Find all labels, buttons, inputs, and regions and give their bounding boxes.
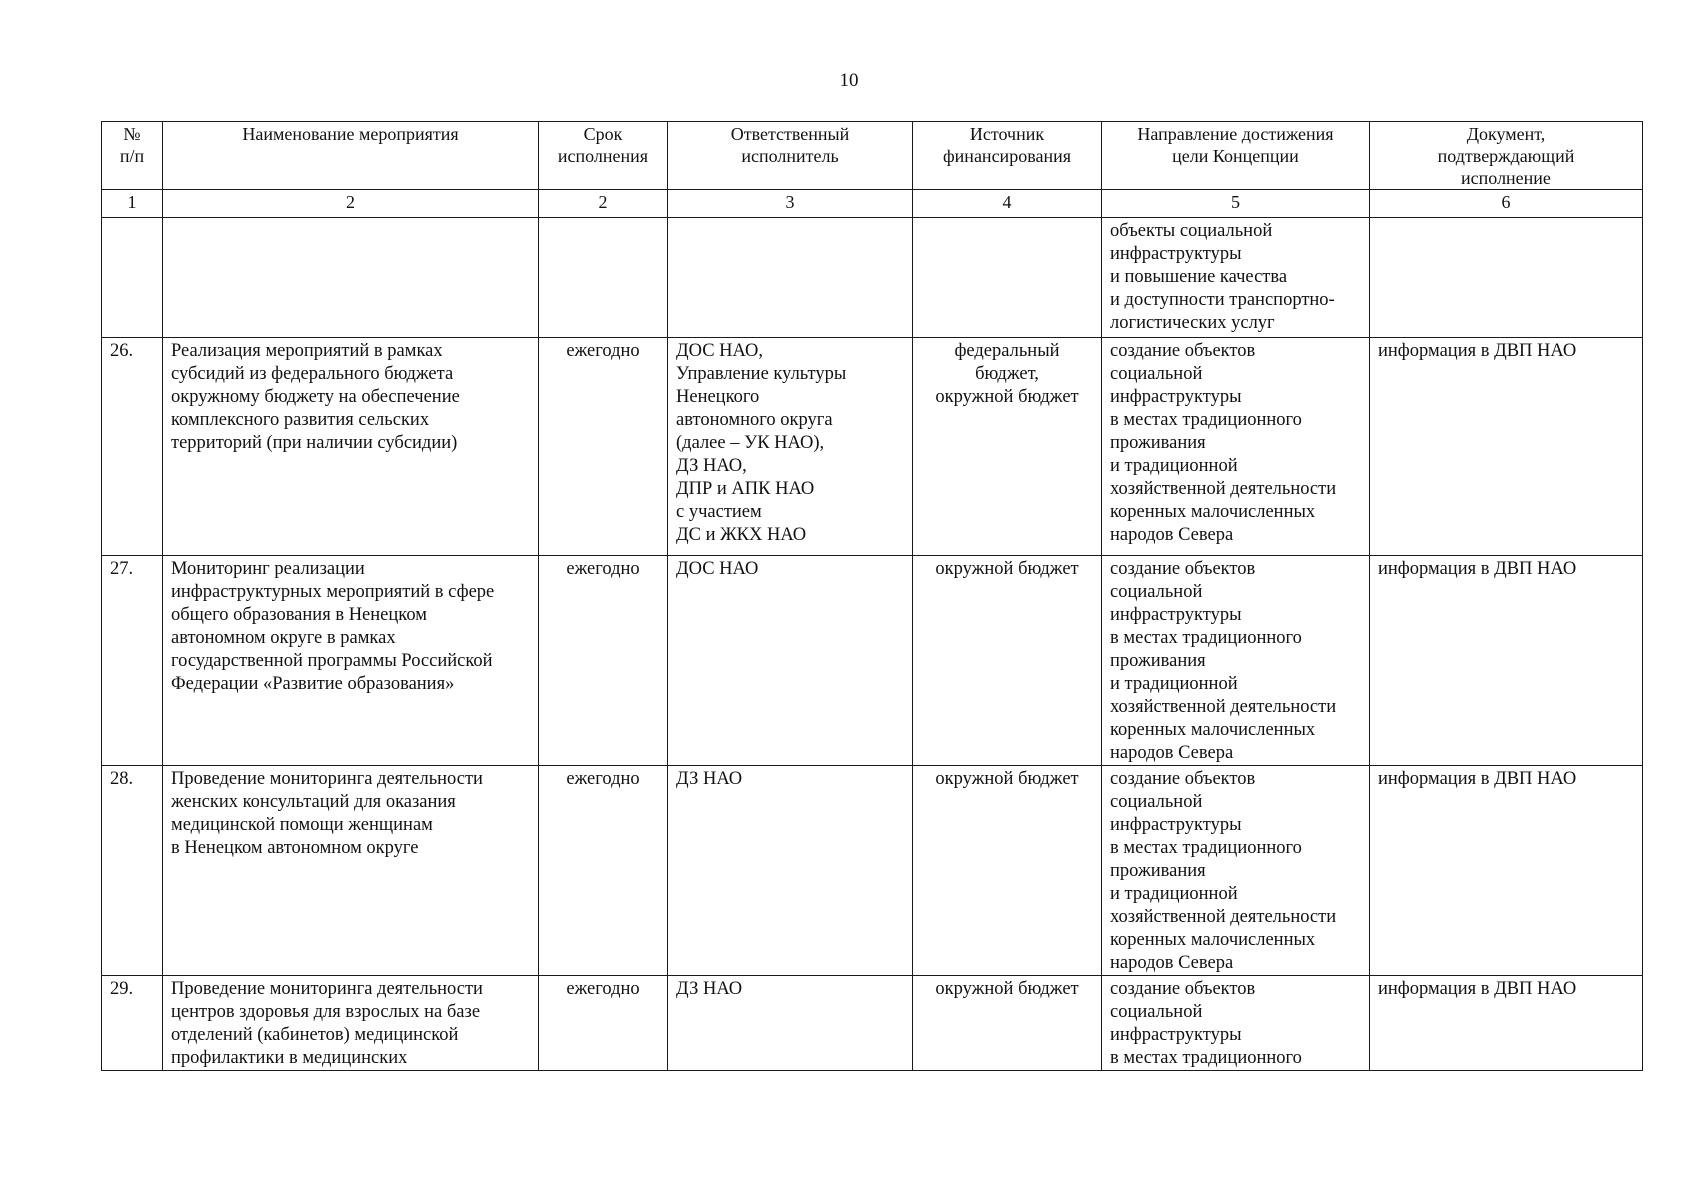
cell-name-line: территорий (при наличии субсидии): [171, 433, 458, 453]
cell-source-line: окружной бюджет: [935, 979, 1079, 999]
cell-number: 29.: [102, 976, 163, 1071]
cell-name-line: комплексного развития сельских: [171, 410, 430, 430]
cell-term: ежегодно: [539, 976, 668, 1071]
cell-source: [913, 556, 1102, 766]
cell-name-line: инфраструктурных мероприятий в сфере: [171, 582, 495, 602]
cell-source: [913, 766, 1102, 976]
cell-direction-line: в местах традиционного: [1110, 628, 1302, 648]
cell-name: [163, 976, 539, 1071]
cell-direction-line: объекты социальной: [1110, 221, 1273, 241]
header-document: [1370, 122, 1643, 190]
cell-name-line: Реализация мероприятий в рамках: [171, 341, 443, 361]
cell-name-line: общего образования в Ненецком: [171, 605, 427, 625]
cell-number: 26.: [102, 338, 163, 556]
header-line: подтверждающий: [1437, 146, 1575, 166]
cell-name-line: Федерации «Развитие образования»: [171, 674, 455, 694]
cell-source-line: окружной бюджет: [935, 769, 1079, 789]
table-row: [102, 556, 1643, 766]
column-number: 3: [668, 190, 913, 218]
cell-direction-line: народов Севера: [1110, 525, 1234, 545]
cell-name-line: автономном округе в рамках: [171, 628, 396, 648]
column-number: 1: [102, 190, 163, 218]
cell-direction: [1102, 766, 1370, 976]
cell-direction-line: и традиционной: [1110, 884, 1238, 904]
header-name: [163, 122, 539, 190]
cell-direction-line: коренных малочисленных: [1110, 930, 1316, 950]
cell-direction-line: инфраструктуры: [1110, 815, 1242, 835]
header-line: Ответственный: [730, 124, 850, 144]
page-number: 10: [839, 70, 859, 91]
cell-executor-line: ДОС НАО: [676, 559, 759, 579]
cell-executor: [668, 338, 913, 556]
cell-direction-line: социальной: [1110, 792, 1203, 812]
header-term: [539, 122, 668, 190]
header-line: исполнитель: [741, 146, 839, 166]
cell-direction-line: коренных малочисленных: [1110, 502, 1316, 522]
measures-table: [101, 121, 1643, 1071]
column-number-row: [102, 190, 1643, 218]
header-line: п/п: [119, 146, 145, 166]
cell-direction-line: хозяйственной деятельности: [1110, 697, 1337, 717]
cell-name: [163, 766, 539, 976]
cell-direction-line: социальной: [1110, 582, 1203, 602]
header-line: №: [123, 124, 141, 144]
cell-executor-line: Ненецкого: [676, 387, 760, 407]
header-line: исполнения: [557, 146, 649, 166]
cell-executor-line: ДОС НАО,: [676, 341, 763, 361]
cell-direction: [1102, 976, 1370, 1071]
cell-document: [1370, 218, 1643, 338]
cell-direction-line: хозяйственной деятельности: [1110, 907, 1337, 927]
cell-document: информация в ДВП НАО: [1370, 556, 1643, 766]
cell-source-line: окружной бюджет: [935, 387, 1079, 407]
cell-executor-line: ДЗ НАО: [676, 769, 743, 789]
header-line: Направление достижения: [1137, 124, 1334, 144]
column-number: 6: [1370, 190, 1643, 218]
cell-document: информация в ДВП НАО: [1370, 338, 1643, 556]
cell-source: [913, 338, 1102, 556]
cell-direction-line: создание объектов: [1110, 559, 1256, 579]
header-direction: [1102, 122, 1370, 190]
cell-direction-line: инфраструктуры: [1110, 387, 1242, 407]
cell-direction-line: хозяйственной деятельности: [1110, 479, 1337, 499]
cell-direction-line: в местах традиционного: [1110, 1048, 1302, 1068]
cell-direction-line: проживания: [1110, 433, 1206, 453]
cell-executor-line: ДПР и АПК НАО: [676, 479, 815, 499]
cell-term: ежегодно: [539, 556, 668, 766]
cell-number: 27.: [102, 556, 163, 766]
cell-direction-line: и повышение качества: [1110, 267, 1288, 287]
cell-direction-line: социальной: [1110, 1002, 1203, 1022]
table-row: [102, 976, 1643, 1071]
header-executor: [668, 122, 913, 190]
header-source: [913, 122, 1102, 190]
cell-document: информация в ДВП НАО: [1370, 976, 1643, 1071]
header-number: [102, 122, 163, 190]
cell-executor: [668, 556, 913, 766]
cell-direction-line: народов Севера: [1110, 743, 1234, 763]
cell-direction-line: создание объектов: [1110, 979, 1256, 999]
cell-executor-line: ДС и ЖКХ НАО: [676, 525, 807, 545]
table-row: [102, 766, 1643, 976]
cell-executor-line: (далее – УК НАО),: [676, 433, 825, 453]
cell-source: [913, 976, 1102, 1071]
cell-number: 28.: [102, 766, 163, 976]
cell-executor: [668, 976, 913, 1071]
cell-name: [163, 338, 539, 556]
cell-direction-line: инфраструктуры: [1110, 1025, 1242, 1045]
cell-term: ежегодно: [539, 338, 668, 556]
cell-direction-line: и доступности транспортно-: [1110, 290, 1335, 310]
cell-name-line: медицинской помощи женщинам: [171, 815, 433, 835]
cell-direction-line: народов Севера: [1110, 953, 1234, 973]
cell-name-line: центров здоровья для взрослых на базе: [171, 1002, 481, 1022]
cell-direction-line: в местах традиционного: [1110, 838, 1302, 858]
cell-direction: [1102, 338, 1370, 556]
cell-direction-line: коренных малочисленных: [1110, 720, 1316, 740]
table-body: [102, 218, 1643, 1071]
cell-direction-line: и традиционной: [1110, 456, 1238, 476]
column-number: 5: [1102, 190, 1370, 218]
cell-executor-line: ДЗ НАО: [676, 979, 743, 999]
cell-name-line: Проведение мониторинга деятельности: [171, 979, 483, 999]
cell-direction-line: и традиционной: [1110, 674, 1238, 694]
cell-direction: [1102, 556, 1370, 766]
cell-name-line: государственной программы Российской: [171, 651, 493, 671]
cell-source: [913, 218, 1102, 338]
cell-direction-line: инфраструктуры: [1110, 605, 1242, 625]
header-line: исполнение: [1461, 168, 1551, 188]
cell-name: [163, 556, 539, 766]
cell-executor-line: автономного округа: [676, 410, 833, 430]
cell-source-line: федеральный: [954, 341, 1060, 361]
column-number: 2: [163, 190, 539, 218]
cell-number: [102, 218, 163, 338]
cell-direction: [1102, 218, 1370, 338]
cell-executor: [668, 218, 913, 338]
cell-direction-line: проживания: [1110, 651, 1206, 671]
cell-direction-line: проживания: [1110, 861, 1206, 881]
cell-term: ежегодно: [539, 766, 668, 976]
cell-direction-line: логистических услуг: [1110, 313, 1275, 333]
cell-executor-line: с участием: [676, 502, 762, 522]
cell-name-line: Проведение мониторинга деятельности: [171, 769, 483, 789]
cell-direction-line: создание объектов: [1110, 341, 1256, 361]
cell-direction-line: социальной: [1110, 364, 1203, 384]
cell-executor: [668, 766, 913, 976]
header-line: Источник: [969, 124, 1045, 144]
cell-executor-line: ДЗ НАО,: [676, 456, 747, 476]
cell-source-line: бюджет,: [975, 364, 1039, 384]
cell-direction-line: в местах традиционного: [1110, 410, 1302, 430]
cell-name-line: окружному бюджету на обеспечение: [171, 387, 460, 407]
cell-direction-line: создание объектов: [1110, 769, 1256, 789]
cell-name-line: Мониторинг реализации: [171, 559, 365, 579]
cell-executor-line: Управление культуры: [676, 364, 847, 384]
header-line: цели Концепции: [1172, 146, 1299, 166]
header-line: финансирования: [943, 146, 1071, 166]
table-row: [102, 338, 1643, 556]
cell-document: информация в ДВП НАО: [1370, 766, 1643, 976]
cell-name-line: отделений (кабинетов) медицинской: [171, 1025, 459, 1045]
column-number: 4: [913, 190, 1102, 218]
cell-term: [539, 218, 668, 338]
header-line: Наименование мероприятия: [242, 124, 459, 144]
cell-name-line: профилактики в медицинских: [171, 1048, 408, 1068]
table-row: [102, 218, 1643, 338]
header-row: [102, 122, 1643, 190]
cell-name-line: женских консультаций для оказания: [171, 792, 456, 812]
header-line: Документ,: [1466, 124, 1546, 144]
cell-name: [163, 218, 539, 338]
cell-direction-line: инфраструктуры: [1110, 244, 1242, 264]
cell-name-line: в Ненецком автономном округе: [171, 838, 419, 858]
table-header: [102, 122, 1643, 218]
column-number: 2: [539, 190, 668, 218]
header-line: Срок: [583, 124, 623, 144]
cell-name-line: субсидий из федерального бюджета: [171, 364, 454, 384]
cell-source-line: окружной бюджет: [935, 559, 1079, 579]
